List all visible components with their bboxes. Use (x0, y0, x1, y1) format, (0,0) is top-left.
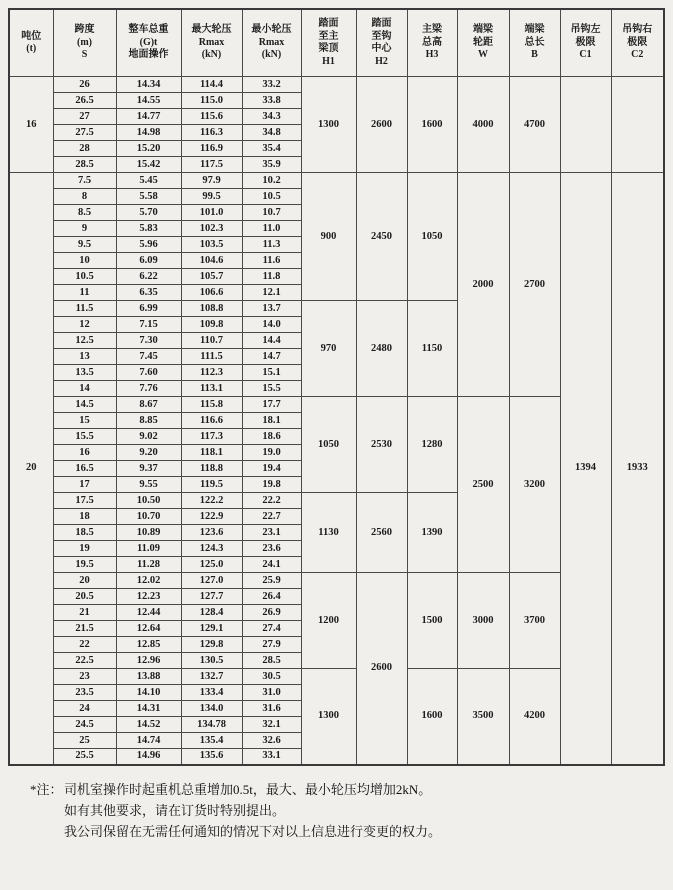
rmax-cell: 115.0 (181, 93, 242, 109)
table-body (9, 77, 664, 765)
rmax-cell: 116.3 (181, 125, 242, 141)
c2-cell (611, 77, 664, 173)
rmin-cell: 34.3 (242, 109, 301, 125)
rmax-cell: 127.0 (181, 573, 242, 589)
span-cell: 23.5 (53, 685, 116, 701)
rmin-cell: 34.8 (242, 125, 301, 141)
span-cell: 16 (53, 445, 116, 461)
rmax-cell: 124.3 (181, 541, 242, 557)
footnote-line: 我公司保留在无需任何通知的情况下对以上信息进行变更的权力。 (64, 823, 442, 839)
rmin-cell: 33.8 (242, 93, 301, 109)
rmax-cell: 134.0 (181, 701, 242, 717)
h3-cell: 1600 (407, 77, 457, 173)
span-cell: 13.5 (53, 365, 116, 381)
span-cell: 26.5 (53, 93, 116, 109)
h2-cell: 2600 (356, 77, 407, 173)
rmax-cell: 108.8 (181, 301, 242, 317)
span-cell: 17 (53, 477, 116, 493)
span-cell: 19 (53, 541, 116, 557)
col-header-h1: 踏面 至主 梁顶 H1 (301, 9, 356, 77)
tonnage-cell: 20 (9, 173, 53, 765)
col-header-h3: 主梁 总高 H3 (407, 9, 457, 77)
rmin-cell: 11.0 (242, 221, 301, 237)
h3-cell: 1390 (407, 493, 457, 573)
header-row (9, 9, 664, 77)
span-cell: 14 (53, 381, 116, 397)
rmin-cell: 31.0 (242, 685, 301, 701)
w-cell: 3000 (457, 573, 509, 669)
span-cell: 27 (53, 109, 116, 125)
rmin-cell: 22.7 (242, 509, 301, 525)
rmin-cell: 32.6 (242, 733, 301, 749)
col-header-rmax: 最大轮压 Rmax (kN) (181, 9, 242, 77)
rmax-cell: 122.9 (181, 509, 242, 525)
col-header-b: 端梁 总长 B (509, 9, 560, 77)
col-header-rmin: 最小轮压 Rmax (kN) (242, 9, 301, 77)
crane-spec-table (8, 8, 665, 766)
total-weight-cell: 7.15 (116, 317, 181, 333)
col-header-h2: 踏面 至钩 中心 H2 (356, 9, 407, 77)
col-header-c2: 吊钩右 极限 C2 (611, 9, 664, 77)
table-row (9, 173, 664, 189)
rmin-cell: 13.7 (242, 301, 301, 317)
total-weight-cell: 10.50 (116, 493, 181, 509)
span-cell: 20 (53, 573, 116, 589)
h2-cell: 2480 (356, 301, 407, 397)
total-weight-cell: 7.60 (116, 365, 181, 381)
span-cell: 18.5 (53, 525, 116, 541)
total-weight-cell: 6.99 (116, 301, 181, 317)
h3-cell: 1050 (407, 173, 457, 301)
span-cell: 22.5 (53, 653, 116, 669)
rmin-cell: 25.9 (242, 573, 301, 589)
h1-cell: 1050 (301, 397, 356, 493)
footnote-text: 司机室操作时起重机总重增加0.5t，最大、最小轮压均增加2kN。 (64, 781, 432, 797)
total-weight-cell: 5.83 (116, 221, 181, 237)
span-cell: 27.5 (53, 125, 116, 141)
rmax-cell: 101.0 (181, 205, 242, 221)
h1-cell: 1130 (301, 493, 356, 573)
total-weight-cell: 7.76 (116, 381, 181, 397)
table-header (9, 9, 664, 77)
h2-cell: 2560 (356, 493, 407, 573)
rmax-cell: 117.3 (181, 429, 242, 445)
rmin-cell: 12.1 (242, 285, 301, 301)
h1-cell: 1200 (301, 573, 356, 669)
span-cell: 14.5 (53, 397, 116, 413)
rmin-cell: 32.1 (242, 717, 301, 733)
rmax-cell: 130.5 (181, 653, 242, 669)
total-weight-cell: 14.55 (116, 93, 181, 109)
rmax-cell: 129.1 (181, 621, 242, 637)
span-cell: 25.5 (53, 749, 116, 765)
rmin-cell: 14.7 (242, 349, 301, 365)
h1-cell: 1300 (301, 77, 356, 173)
span-cell: 10.5 (53, 269, 116, 285)
span-cell: 20.5 (53, 589, 116, 605)
rmax-cell: 123.6 (181, 525, 242, 541)
w-cell: 2500 (457, 397, 509, 573)
rmax-cell: 133.4 (181, 685, 242, 701)
rmax-cell: 102.3 (181, 221, 242, 237)
rmax-cell: 118.1 (181, 445, 242, 461)
span-cell: 15.5 (53, 429, 116, 445)
h1-cell: 1300 (301, 669, 356, 765)
span-cell: 21 (53, 605, 116, 621)
span-cell: 8 (53, 189, 116, 205)
rmin-cell: 35.9 (242, 157, 301, 173)
total-weight-cell: 14.34 (116, 77, 181, 93)
total-weight-cell: 6.09 (116, 253, 181, 269)
span-cell: 9.5 (53, 237, 116, 253)
total-weight-cell: 5.45 (116, 173, 181, 189)
span-cell: 17.5 (53, 493, 116, 509)
table-row (9, 77, 664, 93)
rmax-cell: 119.5 (181, 477, 242, 493)
rmax-cell: 118.8 (181, 461, 242, 477)
total-weight-cell: 11.09 (116, 541, 181, 557)
w-cell: 3500 (457, 669, 509, 765)
rmax-cell: 115.8 (181, 397, 242, 413)
h2-cell: 2600 (356, 573, 407, 765)
w-cell: 2000 (457, 173, 509, 397)
span-cell: 11.5 (53, 301, 116, 317)
total-weight-cell: 8.67 (116, 397, 181, 413)
rmax-cell: 113.1 (181, 381, 242, 397)
rmax-cell: 128.4 (181, 605, 242, 621)
total-weight-cell: 14.74 (116, 733, 181, 749)
rmax-cell: 109.8 (181, 317, 242, 333)
rmin-cell: 33.2 (242, 77, 301, 93)
rmax-cell: 134.78 (181, 717, 242, 733)
span-cell: 26 (53, 77, 116, 93)
rmin-cell: 26.4 (242, 589, 301, 605)
rmin-cell: 30.5 (242, 669, 301, 685)
total-weight-cell: 15.42 (116, 157, 181, 173)
span-cell: 24 (53, 701, 116, 717)
h2-cell: 2450 (356, 173, 407, 301)
rmax-cell: 110.7 (181, 333, 242, 349)
total-weight-cell: 8.85 (116, 413, 181, 429)
rmin-cell: 26.9 (242, 605, 301, 621)
footnote-label: *注： (30, 781, 63, 797)
col-header-tonnage: 吨位 (t) (9, 9, 53, 77)
rmin-cell: 10.2 (242, 173, 301, 189)
total-weight-cell: 7.30 (116, 333, 181, 349)
w-cell: 4000 (457, 77, 509, 173)
total-weight-cell: 14.52 (116, 717, 181, 733)
h3-cell: 1500 (407, 573, 457, 669)
total-weight-cell: 6.35 (116, 285, 181, 301)
total-weight-cell: 5.58 (116, 189, 181, 205)
rmax-cell: 104.6 (181, 253, 242, 269)
rmin-cell: 23.6 (242, 541, 301, 557)
total-weight-cell: 11.28 (116, 557, 181, 573)
total-weight-cell: 12.96 (116, 653, 181, 669)
b-cell: 3700 (509, 573, 560, 669)
footnote-line: 如有其他要求，请在订货时特别提出。 (64, 802, 286, 818)
rmax-cell: 132.7 (181, 669, 242, 685)
b-cell: 4200 (509, 669, 560, 765)
rmax-cell: 125.0 (181, 557, 242, 573)
total-weight-cell: 14.77 (116, 109, 181, 125)
rmin-cell: 27.4 (242, 621, 301, 637)
total-weight-cell: 5.70 (116, 205, 181, 221)
rmin-cell: 17.7 (242, 397, 301, 413)
rmin-cell: 24.1 (242, 557, 301, 573)
rmax-cell: 106.6 (181, 285, 242, 301)
span-cell: 12.5 (53, 333, 116, 349)
rmax-cell: 112.3 (181, 365, 242, 381)
total-weight-cell: 14.10 (116, 685, 181, 701)
b-cell: 2700 (509, 173, 560, 397)
span-cell: 21.5 (53, 621, 116, 637)
span-cell: 18 (53, 509, 116, 525)
total-weight-cell: 12.02 (116, 573, 181, 589)
total-weight-cell: 10.89 (116, 525, 181, 541)
tonnage-cell: 16 (9, 77, 53, 173)
rmin-cell: 23.1 (242, 525, 301, 541)
rmin-cell: 15.1 (242, 365, 301, 381)
span-cell: 24.5 (53, 717, 116, 733)
rmax-cell: 103.5 (181, 237, 242, 253)
rmin-cell: 31.6 (242, 701, 301, 717)
rmax-cell: 129.8 (181, 637, 242, 653)
rmin-cell: 19.4 (242, 461, 301, 477)
rmax-cell: 114.4 (181, 77, 242, 93)
span-cell: 16.5 (53, 461, 116, 477)
total-weight-cell: 14.31 (116, 701, 181, 717)
rmax-cell: 122.2 (181, 493, 242, 509)
span-cell: 10 (53, 253, 116, 269)
total-weight-cell: 12.64 (116, 621, 181, 637)
rmin-cell: 27.9 (242, 637, 301, 653)
span-cell: 28.5 (53, 157, 116, 173)
rmin-cell: 28.5 (242, 653, 301, 669)
footnote-line (30, 779, 673, 800)
span-cell: 13 (53, 349, 116, 365)
rmax-cell: 99.5 (181, 189, 242, 205)
rmax-cell: 115.6 (181, 109, 242, 125)
rmax-cell: 117.5 (181, 157, 242, 173)
rmin-cell: 35.4 (242, 141, 301, 157)
rmax-cell: 97.9 (181, 173, 242, 189)
h1-cell: 900 (301, 173, 356, 301)
rmin-cell: 10.7 (242, 205, 301, 221)
rmin-cell: 33.1 (242, 749, 301, 765)
h3-cell: 1280 (407, 397, 457, 493)
rmin-cell: 11.8 (242, 269, 301, 285)
span-cell: 7.5 (53, 173, 116, 189)
span-cell: 8.5 (53, 205, 116, 221)
span-cell: 28 (53, 141, 116, 157)
span-cell: 23 (53, 669, 116, 685)
span-cell: 25 (53, 733, 116, 749)
rmin-cell: 11.6 (242, 253, 301, 269)
rmin-cell: 10.5 (242, 189, 301, 205)
col-header-total-weight: 整车总重 (G)t 地面操作 (116, 9, 181, 77)
total-weight-cell: 12.44 (116, 605, 181, 621)
total-weight-cell: 14.98 (116, 125, 181, 141)
span-cell: 9 (53, 221, 116, 237)
total-weight-cell: 9.55 (116, 477, 181, 493)
total-weight-cell: 15.20 (116, 141, 181, 157)
col-header-c1: 吊钩左 极限 C1 (560, 9, 611, 77)
col-header-w: 端梁 轮距 W (457, 9, 509, 77)
rmax-cell: 116.6 (181, 413, 242, 429)
total-weight-cell: 7.45 (116, 349, 181, 365)
rmin-cell: 14.4 (242, 333, 301, 349)
rmin-cell: 22.2 (242, 493, 301, 509)
h3-cell: 1150 (407, 301, 457, 397)
span-cell: 19.5 (53, 557, 116, 573)
total-weight-cell: 14.96 (116, 749, 181, 765)
total-weight-cell: 13.88 (116, 669, 181, 685)
total-weight-cell: 9.37 (116, 461, 181, 477)
total-weight-cell: 6.22 (116, 269, 181, 285)
h3-cell: 1600 (407, 669, 457, 765)
rmin-cell: 11.3 (242, 237, 301, 253)
rmax-cell: 116.9 (181, 141, 242, 157)
rmin-cell: 15.5 (242, 381, 301, 397)
footnote (30, 779, 673, 842)
rmax-cell: 127.7 (181, 589, 242, 605)
h1-cell: 970 (301, 301, 356, 397)
h2-cell: 2530 (356, 397, 407, 493)
total-weight-cell: 5.96 (116, 237, 181, 253)
rmin-cell: 14.0 (242, 317, 301, 333)
rmin-cell: 19.0 (242, 445, 301, 461)
span-cell: 22 (53, 637, 116, 653)
c1-cell: 1394 (560, 173, 611, 765)
span-cell: 11 (53, 285, 116, 301)
total-weight-cell: 10.70 (116, 509, 181, 525)
rmax-cell: 105.7 (181, 269, 242, 285)
total-weight-cell: 12.85 (116, 637, 181, 653)
c1-cell (560, 77, 611, 173)
rmax-cell: 135.4 (181, 733, 242, 749)
span-cell: 12 (53, 317, 116, 333)
rmin-cell: 18.1 (242, 413, 301, 429)
total-weight-cell: 9.02 (116, 429, 181, 445)
b-cell: 4700 (509, 77, 560, 173)
rmin-cell: 18.6 (242, 429, 301, 445)
span-cell: 15 (53, 413, 116, 429)
rmin-cell: 19.8 (242, 477, 301, 493)
col-header-span: 跨度 (m) S (53, 9, 116, 77)
b-cell: 3200 (509, 397, 560, 573)
total-weight-cell: 9.20 (116, 445, 181, 461)
c2-cell: 1933 (611, 173, 664, 765)
total-weight-cell: 12.23 (116, 589, 181, 605)
rmax-cell: 111.5 (181, 349, 242, 365)
rmax-cell: 135.6 (181, 749, 242, 765)
